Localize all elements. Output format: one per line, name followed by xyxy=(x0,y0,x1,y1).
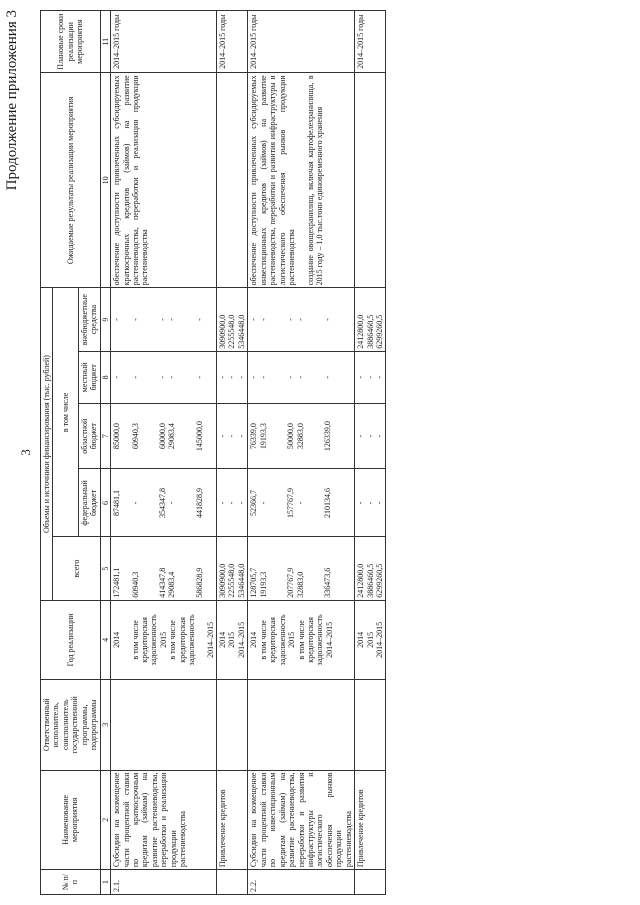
value-cell: 3090900,0 xyxy=(218,563,227,598)
value-cell: 3886460,5 xyxy=(365,563,375,598)
value-cell: 157767,9 xyxy=(286,487,296,518)
row-executor xyxy=(355,679,386,770)
value-cell: 2255548,0 xyxy=(227,563,237,598)
year-label: 2014–2015 xyxy=(324,621,334,658)
value-cell: 19193,3 xyxy=(258,571,268,598)
value-cell: - xyxy=(375,375,384,379)
value-cell: - xyxy=(365,375,375,379)
value-cell: - xyxy=(130,375,140,379)
row-num: 2.2. xyxy=(248,870,355,895)
header-funding: Объемы и источники финансирования (тыс. рублей) xyxy=(41,288,53,600)
row-local xyxy=(355,351,386,403)
index-cell: 2 xyxy=(100,770,110,870)
row-years xyxy=(217,600,248,679)
value-cell: - xyxy=(157,375,167,379)
header-year: Год реализации xyxy=(41,600,101,679)
value-cell: - xyxy=(375,434,384,438)
value-cell: - xyxy=(194,375,204,379)
table-row xyxy=(111,11,217,895)
header-executor: Ответственный исполнитель, соисполнитель государственной программы, подпрограммы xyxy=(41,679,101,770)
value-cell: - xyxy=(130,318,140,321)
header-incl: в том числе xyxy=(53,288,78,537)
value-cell: - xyxy=(236,434,246,438)
value-cell: 5346448,0 xyxy=(236,314,246,349)
row-extra xyxy=(111,288,217,351)
value-cell: 32883,0 xyxy=(295,571,305,598)
year-label: 2014–2015 xyxy=(375,621,384,658)
value-cell: 2255548,0 xyxy=(227,314,237,349)
value-cell: 50000,0 xyxy=(286,423,296,450)
result-text: создание овощехранилищ, включая картофелехранилища, в 2015 году – 1,0 тыс.тонн единовременного хранения xyxy=(305,75,324,286)
index-cell: 5 xyxy=(100,537,110,600)
value-cell: 52366,7 xyxy=(249,489,259,516)
table-row xyxy=(217,11,248,895)
row-num xyxy=(217,870,248,895)
year-label: 2015 xyxy=(158,631,168,648)
value-cell: 126339,0 xyxy=(323,421,333,452)
row-local xyxy=(248,351,355,403)
value-cell: 32883,0 xyxy=(295,423,305,450)
row-years xyxy=(111,600,217,679)
value-cell: - xyxy=(258,375,268,379)
row-years xyxy=(355,600,386,679)
row-num: 2.1. xyxy=(111,870,217,895)
value-cell: - xyxy=(365,501,375,505)
row-federal xyxy=(217,469,248,537)
value-cell: 586828,9 xyxy=(194,567,204,598)
row-federal xyxy=(111,469,217,537)
row-name: Субсидии на возмещение части процентной ставки по краткосрочным кредитам (займам) на развитие растениеводства, переработки и реализации продукции растениеводства xyxy=(111,770,217,870)
row-total xyxy=(248,537,355,600)
value-cell: - xyxy=(258,501,268,505)
index-cell: 6 xyxy=(100,469,110,537)
table-row xyxy=(248,11,355,895)
index-cell: 7 xyxy=(100,403,110,469)
value-cell: 354347,8 xyxy=(157,487,167,518)
value-cell: 29083,4 xyxy=(167,571,177,598)
year-label: 2014 xyxy=(356,631,366,648)
year-label: в том числе кредиторская задолженность xyxy=(258,614,287,666)
header-regional: областной бюджет xyxy=(78,403,100,469)
row-years xyxy=(248,600,355,679)
value-cell: - xyxy=(218,434,227,438)
value-cell: 3090900,0 xyxy=(218,314,227,349)
year-label: в том числе кредиторская задолженность xyxy=(168,614,197,666)
index-cell: 8 xyxy=(100,351,110,403)
year-label: 2014–2015 xyxy=(236,621,246,658)
value-cell: 207767,9 xyxy=(286,567,296,598)
row-federal xyxy=(248,469,355,537)
value-cell: - xyxy=(375,501,384,505)
value-cell: 60940,3 xyxy=(130,423,140,450)
value-cell: - xyxy=(130,501,140,505)
value-cell: - xyxy=(167,318,177,321)
year-label: 2014–2015 xyxy=(205,621,215,658)
row-name: Привлечение кредитов xyxy=(217,770,248,870)
value-cell: 6299260,5 xyxy=(375,563,384,598)
value-cell: 87481,1 xyxy=(112,489,122,516)
index-cell: 9 xyxy=(100,288,110,351)
row-local xyxy=(217,351,248,403)
value-cell: - xyxy=(258,318,268,321)
appendix-label: Продолжение приложения 3 xyxy=(4,10,20,191)
value-cell: 5346448,0 xyxy=(236,563,246,598)
value-cell: 336473,6 xyxy=(323,567,333,598)
year-label: в том числе кредиторская задолженность xyxy=(130,614,159,666)
value-cell: 172481,1 xyxy=(112,567,122,598)
header-local: местный бюджет xyxy=(78,351,100,403)
row-extra xyxy=(217,288,248,351)
value-cell: - xyxy=(286,375,296,379)
year-label: в том числе кредиторская задолженность xyxy=(296,614,325,666)
value-cell: - xyxy=(236,501,246,505)
row-terms: 2014–2015 годы xyxy=(248,11,355,73)
page-number: 3 xyxy=(18,449,33,456)
index-cell: 4 xyxy=(100,600,110,679)
header-federal: федеральный бюджет xyxy=(78,469,100,537)
value-cell: - xyxy=(167,501,177,505)
row-total xyxy=(217,537,248,600)
value-cell: - xyxy=(295,318,305,321)
value-cell: - xyxy=(295,501,305,505)
year-label: 2015 xyxy=(287,631,297,648)
row-name: Привлечение кредитов xyxy=(355,770,386,870)
value-cell: - xyxy=(218,375,227,379)
row-result xyxy=(355,73,386,288)
value-cell: 441828,9 xyxy=(194,487,204,518)
row-extra xyxy=(248,288,355,351)
header-extra: внебюджетные средства xyxy=(78,288,100,351)
value-cell: - xyxy=(227,434,237,438)
row-regional xyxy=(217,403,248,469)
year-label: 2014 xyxy=(218,631,227,648)
header-terms: Плановые сроки реализации мероприятия xyxy=(41,11,101,73)
value-cell: - xyxy=(249,375,259,379)
value-cell: - xyxy=(356,501,366,505)
row-result xyxy=(248,73,355,288)
value-cell: 145000,0 xyxy=(194,421,204,452)
value-cell: - xyxy=(286,318,296,321)
row-local xyxy=(111,351,217,403)
row-terms: 2014–2015 годы xyxy=(111,11,217,73)
value-cell: 29083,4 xyxy=(167,423,177,450)
value-cell: - xyxy=(356,375,366,379)
index-cell: 10 xyxy=(100,73,110,288)
row-executor xyxy=(111,679,217,770)
row-federal xyxy=(355,469,386,537)
value-cell: 6299260,5 xyxy=(375,314,384,349)
value-cell: 19193,3 xyxy=(258,423,268,450)
value-cell: - xyxy=(194,318,204,321)
header-num: № п/п xyxy=(41,870,101,895)
measures-table xyxy=(40,10,386,895)
value-cell: - xyxy=(157,318,167,321)
value-cell: - xyxy=(323,375,333,379)
value-cell: 128705,7 xyxy=(249,567,259,598)
value-cell: - xyxy=(236,375,246,379)
row-extra xyxy=(355,288,386,351)
result-text: обеспечение доступности привлеченных субсидируемых инвестиционных кредитов (займов) на развитие растениеводства, переработки и развития инфраструктуры и логистического обеспечения рынков продукции растениеводства xyxy=(249,75,297,286)
row-regional xyxy=(248,403,355,469)
table-row xyxy=(355,11,386,895)
value-cell: - xyxy=(218,501,227,505)
row-terms: 2014–2015 годы xyxy=(217,11,248,73)
value-cell: - xyxy=(323,318,333,321)
row-executor xyxy=(217,679,248,770)
value-cell: 60000,0 xyxy=(157,423,167,450)
index-cell: 1 xyxy=(100,870,110,895)
row-result xyxy=(217,73,248,288)
row-num xyxy=(355,870,386,895)
value-cell: 3886460,5 xyxy=(365,314,375,349)
value-cell: 76339,0 xyxy=(249,423,259,450)
value-cell: - xyxy=(227,501,237,505)
header-total: всего xyxy=(53,537,100,600)
row-regional xyxy=(111,403,217,469)
value-cell: - xyxy=(295,375,305,379)
value-cell: 60940,3 xyxy=(130,571,140,598)
value-cell: - xyxy=(167,375,177,379)
row-regional xyxy=(355,403,386,469)
value-cell: 85000,0 xyxy=(112,423,122,450)
value-cell: - xyxy=(227,375,237,379)
row-name: Субсидии на возмещение части процентной ставки по инвестиционным кредитам (займам) на развитие растениеводства, переработки и развития инфраструктуры и логистического обеспечения рынков продукции растениеводства xyxy=(248,770,355,870)
value-cell: - xyxy=(249,318,259,321)
header-name: Наименование мероприятия xyxy=(41,770,101,870)
value-cell: 2412800,0 xyxy=(356,314,366,349)
index-cell: 11 xyxy=(100,11,110,73)
value-cell: 210134,6 xyxy=(323,487,333,518)
value-cell: - xyxy=(112,375,122,379)
year-label: 2015 xyxy=(227,631,237,648)
value-cell: - xyxy=(365,434,375,438)
value-cell: - xyxy=(356,434,366,438)
row-terms: 2014–2015 годы xyxy=(355,11,386,73)
value-cell: - xyxy=(112,318,122,321)
year-label: 2014 xyxy=(112,631,122,648)
row-total xyxy=(355,537,386,600)
column-index-row xyxy=(100,11,110,895)
header-results: Ожидаемые результаты реализации мероприятия xyxy=(41,73,101,288)
index-cell: 3 xyxy=(100,679,110,770)
value-cell: 2412800,0 xyxy=(356,563,366,598)
row-result: обеспечение доступности привлеченных субсидируемых краткосрочных кредитов (займов) на развитие растениеводства, переработки и реализации продукции растениеводства xyxy=(111,73,217,288)
value-cell: 414347,8 xyxy=(157,567,167,598)
year-label: 2014 xyxy=(249,631,259,648)
row-total xyxy=(111,537,217,600)
row-executor xyxy=(248,679,355,770)
year-label: 2015 xyxy=(365,631,375,648)
